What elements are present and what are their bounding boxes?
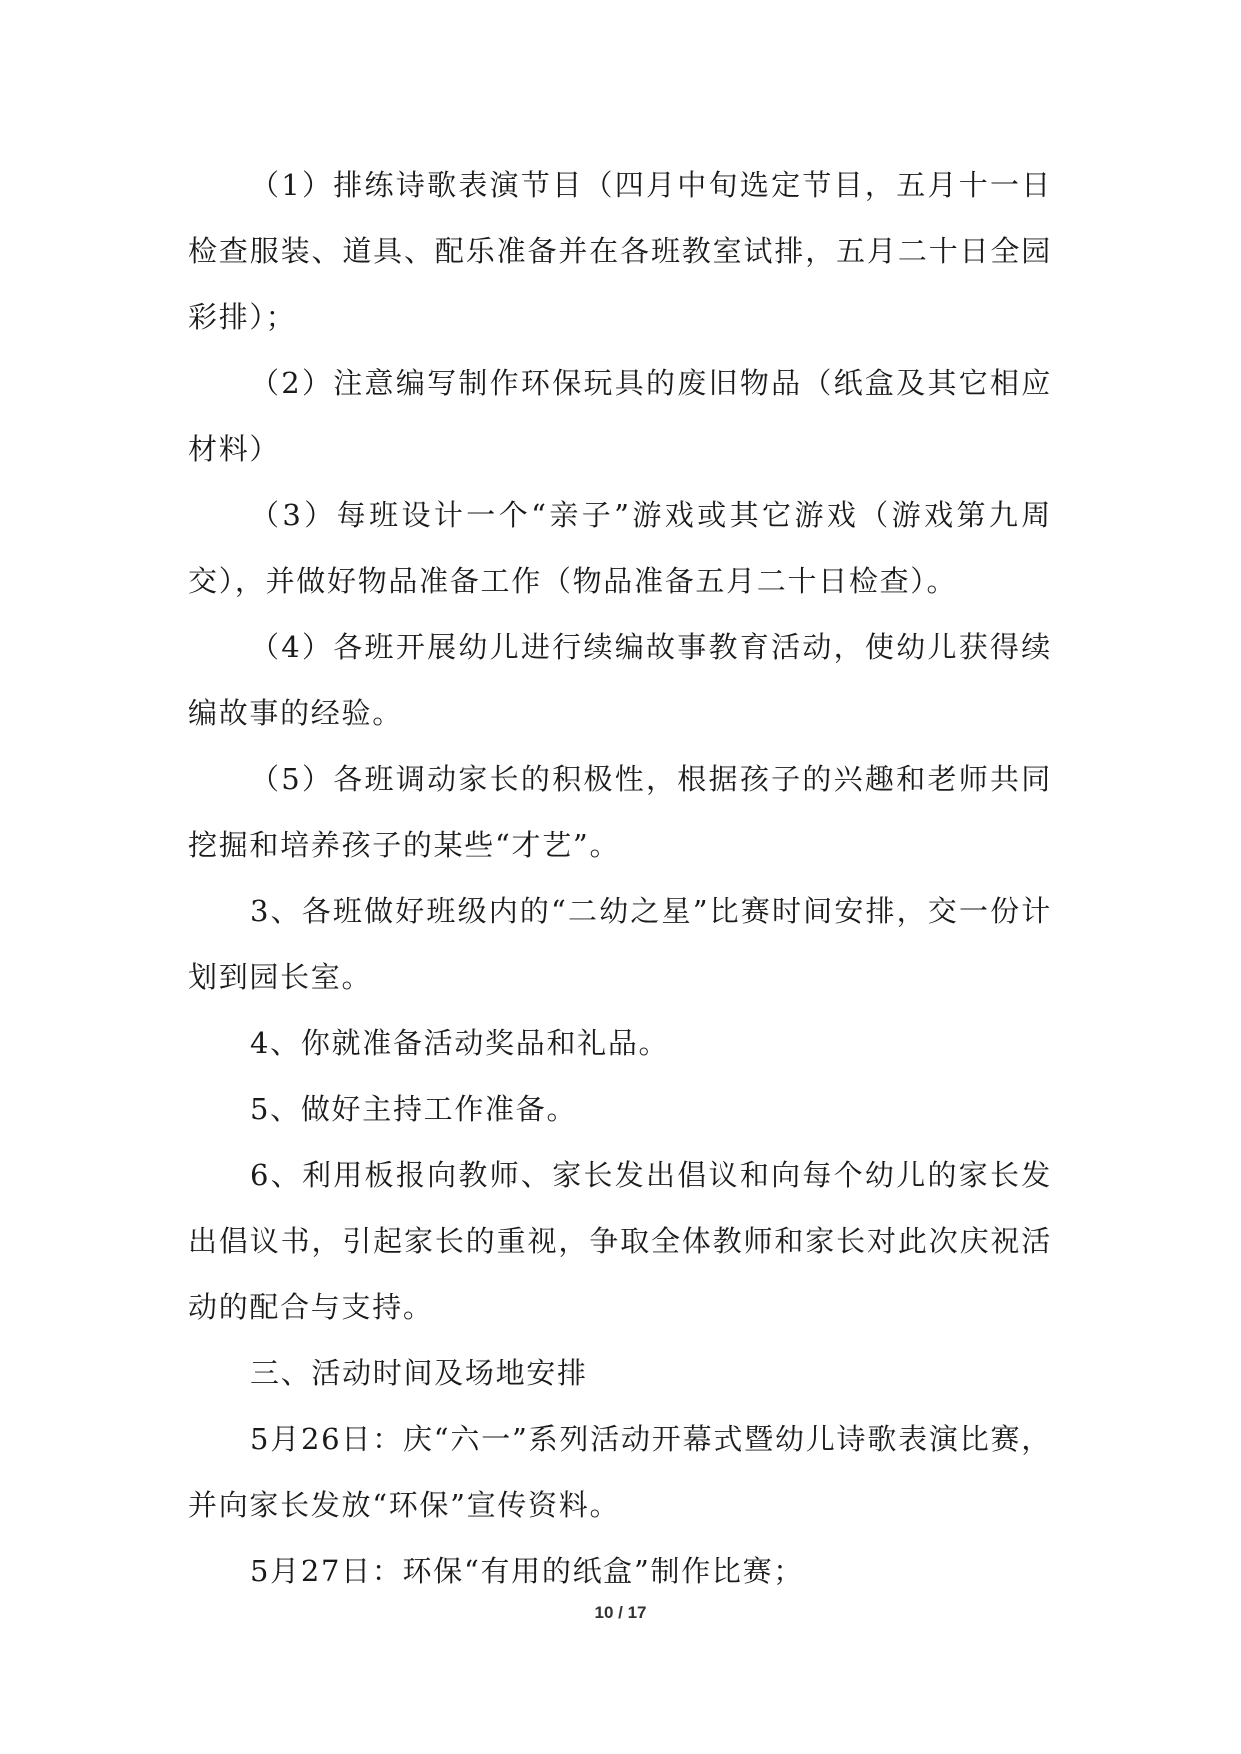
paragraph-5-host: 5、做好主持工作准备。 xyxy=(250,1092,578,1126)
section-heading-schedule: 三、活动时间及场地安排 xyxy=(250,1356,588,1390)
paragraph-item-3-parent-child-game: （3）每班设计一个“亲子”游戏或其它游戏（游戏第九周交），并做好物品准备工作（物品准备五月二十日检查）。 xyxy=(188,498,1052,598)
page-number: 10 / 17 xyxy=(594,1603,647,1622)
paragraph-item-2-recycled-materials: （2）注意编写制作环保玩具的废旧物品（纸盒及其它相应材料） xyxy=(188,366,1052,466)
paragraph-3-star-contest: 3、各班做好班级内的“二幼之星”比赛时间安排，交一份计划到园长室。 xyxy=(188,894,1052,994)
paragraph-4-prizes: 4、你就准备活动奖品和礼品。 xyxy=(250,1026,670,1060)
paragraph-6-proposal: 6、利用板报向教师、家长发出倡议和向每个幼儿的家长发出倡议书，引起家长的重视，争取全体教师和家长对此次庆祝活动的配合与支持。 xyxy=(188,1158,1052,1324)
schedule-item-may-27: 5月27日：环保“有用的纸盒”制作比赛； xyxy=(250,1554,805,1588)
document-body xyxy=(188,152,1052,1604)
paragraph-item-5-talent: （5）各班调动家长的积极性，根据孩子的兴趣和老师共同挖掘和培养孩子的某些“才艺”。 xyxy=(188,762,1052,862)
schedule-item-may-26: 5月26日：庆“六一”系列活动开幕式暨幼儿诗歌表演比赛，并向家长发放“环保”宣传资料。 xyxy=(188,1422,1052,1522)
paragraph-item-1-poetry-rehearsal: （1）排练诗歌表演节目（四月中旬选定节目，五月十一日检查服装、道具、配乐准备并在各班教室试排，五月二十日全园彩排）； xyxy=(188,168,1052,334)
paragraph-item-4-story-activity: （4）各班开展幼儿进行续编故事教育活动，使幼儿获得续编故事的经验。 xyxy=(188,630,1052,730)
